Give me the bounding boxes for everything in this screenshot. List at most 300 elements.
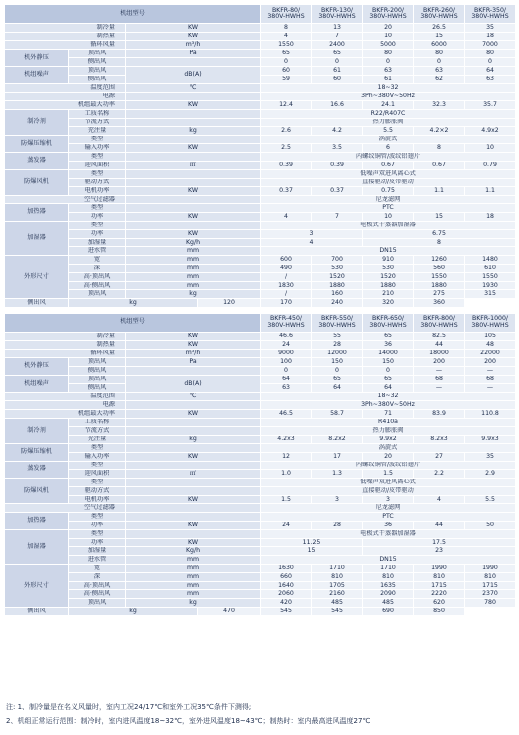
unit-label	[126, 58, 261, 67]
value-cell: 100	[261, 358, 312, 367]
unit-label: m³/h	[126, 349, 261, 358]
spec-row	[5, 187, 516, 196]
spanned-value: 电极式干蒸器加湿器	[261, 530, 516, 539]
spec-row	[5, 401, 516, 410]
sub-label: 加湿量	[69, 238, 126, 247]
spec-table-1	[4, 4, 516, 308]
spec-row	[5, 66, 516, 75]
spec-row	[5, 195, 516, 204]
row-label: 制热量	[5, 32, 126, 41]
value-cell: 82.5	[414, 332, 465, 341]
spec-row	[5, 247, 516, 256]
unit-label: mm	[126, 247, 261, 256]
value-cell: 620	[414, 599, 465, 608]
value-cell: 275	[414, 290, 465, 299]
spanned-value: 尼龙滤网	[261, 195, 516, 204]
value-cell: 1520	[363, 273, 414, 282]
value-cell: 2090	[363, 590, 414, 599]
split-value: 3	[261, 230, 363, 239]
model-name: BKFR-800/ 380V-HWHS	[414, 313, 465, 332]
value-cell: 2.9	[465, 470, 516, 479]
unit-label	[126, 427, 261, 436]
value-cell: —	[465, 366, 516, 375]
unit-label	[126, 487, 261, 496]
value-cell: 1480	[465, 256, 516, 265]
value-cell: 27	[414, 452, 465, 461]
unit-label	[126, 118, 261, 127]
row-label: 循环风量	[5, 349, 126, 358]
group-label: 机外静压	[5, 358, 69, 375]
value-cell: 360	[414, 299, 465, 308]
group-label: 制冷剂	[5, 109, 69, 135]
value-cell: 200	[414, 358, 465, 367]
unit-label: mm	[126, 590, 261, 599]
sub-label: 侧出风	[69, 384, 126, 393]
value-cell: 1930	[465, 281, 516, 290]
value-cell: 600	[261, 256, 312, 265]
sub-label: 工质名称	[69, 418, 126, 427]
row-label: 温度范围	[5, 392, 126, 401]
spanned-value: 18~32	[261, 392, 516, 401]
sub-label: 侧出风	[5, 607, 69, 616]
value-cell: 110.8	[465, 409, 516, 418]
value-cell: —	[414, 384, 465, 393]
spanned-value: 3Ph~380V~50Hz	[261, 401, 516, 410]
spec-row	[5, 135, 516, 144]
sub-label: 迎风面积	[69, 470, 126, 479]
split-value: 6.75	[363, 230, 516, 239]
sub-label: 侧出风	[69, 366, 126, 375]
value-cell: 150	[363, 358, 414, 367]
spanned-value: 内螺纹铜管/波纹铝翅片	[261, 152, 516, 161]
value-cell: 61	[363, 75, 414, 84]
value-cell: 3	[312, 495, 363, 504]
value-cell: 1715	[414, 581, 465, 590]
model-header-label: 机组型号	[5, 5, 261, 24]
value-cell: 4	[414, 495, 465, 504]
value-cell: 545	[261, 607, 312, 616]
model-name: BKFR-200/ 380V-HWHS	[363, 5, 414, 24]
sub-label: 电机功率	[69, 187, 126, 196]
spec-row	[5, 581, 516, 590]
unit-label: Kg/h	[126, 238, 261, 247]
unit-label	[126, 401, 261, 410]
value-cell: 60	[261, 66, 312, 75]
value-cell: 1990	[414, 564, 465, 573]
spec-row	[5, 452, 516, 461]
value-cell: 24.1	[363, 101, 414, 110]
value-cell: 1635	[363, 581, 414, 590]
sub-label: 类型	[69, 221, 126, 230]
sub-label: 顶出风	[69, 375, 126, 384]
value-cell: 9000	[261, 349, 312, 358]
value-cell: 2.6	[261, 127, 312, 136]
unit-label: KW	[126, 101, 261, 110]
value-cell: 7	[312, 213, 363, 222]
spec-row	[5, 495, 516, 504]
unit-label: m³/h	[126, 41, 261, 50]
sub-label: 类型	[69, 461, 126, 470]
value-cell: 320	[363, 299, 414, 308]
value-cell: 9.9x3	[465, 435, 516, 444]
value-cell: 150	[312, 358, 363, 367]
value-cell: 2060	[261, 590, 312, 599]
value-cell: 0	[363, 58, 414, 67]
value-cell: 65	[312, 49, 363, 58]
value-cell: 14000	[363, 349, 414, 358]
sub-label: 侧出风	[69, 75, 126, 84]
sub-label: 类型	[69, 444, 126, 453]
spanned-value: PTC	[261, 513, 516, 522]
unit-label: ㎡	[126, 470, 261, 479]
sub-label: 工质名称	[69, 109, 126, 118]
unit-label: Pa	[126, 358, 261, 367]
value-cell: 18	[465, 32, 516, 41]
value-cell: 7	[312, 32, 363, 41]
value-cell: 160	[312, 290, 363, 299]
unit-label: Kg/h	[126, 547, 261, 556]
value-cell: 2220	[414, 590, 465, 599]
sub-label: 顶出风	[69, 358, 126, 367]
unit-label	[126, 366, 261, 375]
value-cell: 0	[312, 58, 363, 67]
value-cell: 1.5	[363, 470, 414, 479]
value-cell: 48	[465, 341, 516, 350]
unit-label	[126, 418, 261, 427]
unit-label: ℃	[126, 84, 261, 93]
value-cell: 4	[261, 32, 312, 41]
value-cell: —	[414, 366, 465, 375]
spec-row	[5, 556, 516, 565]
value-cell: 18	[465, 213, 516, 222]
value-cell: 1630	[261, 564, 312, 573]
group-label: 外形尺寸	[5, 564, 69, 607]
spec-row	[5, 504, 516, 513]
sub-label: 输入功率	[69, 452, 126, 461]
value-cell: 68	[414, 375, 465, 384]
spec-row	[5, 101, 516, 110]
header-row	[5, 5, 516, 24]
value-cell: 560	[414, 264, 465, 273]
group-label: 机外静压	[5, 49, 69, 66]
value-cell: 485	[363, 599, 414, 608]
unit-label	[126, 178, 261, 187]
value-cell: —	[465, 384, 516, 393]
unit-label: mm	[126, 273, 261, 282]
value-cell: 1990	[465, 564, 516, 573]
group-label: 防爆压缩机	[5, 135, 69, 152]
sub-label: 类型	[69, 513, 126, 522]
unit-label: KW	[126, 187, 261, 196]
spec-row	[5, 221, 516, 230]
unit-label	[126, 478, 261, 487]
group-label: 加热器	[5, 204, 69, 221]
value-cell: /	[261, 273, 312, 282]
value-cell: /	[261, 290, 312, 299]
value-cell: 0	[414, 58, 465, 67]
value-cell: 0.39	[312, 161, 363, 170]
unit-label: KW	[126, 24, 261, 33]
spec-row	[5, 264, 516, 273]
spec-row	[5, 461, 516, 470]
spanned-value: 涡旋式	[261, 135, 516, 144]
unit-label: dB(A)	[126, 375, 261, 392]
sub-label: 类型	[69, 204, 126, 213]
model-name: BKFR-1000/ 380V-HWHS	[465, 313, 516, 332]
value-cell: 170	[261, 299, 312, 308]
spec-row	[5, 204, 516, 213]
value-cell: 0	[261, 366, 312, 375]
unit-label: KW	[126, 452, 261, 461]
unit-label: mm	[126, 573, 261, 582]
group-label: 蒸发器	[5, 152, 69, 169]
sub-label: 类型	[69, 170, 126, 179]
sub-label: 节流方式	[69, 427, 126, 436]
sub-label: 高·侧出风	[69, 590, 126, 599]
spec-row	[5, 530, 516, 539]
value-cell: 63	[465, 75, 516, 84]
unit-label: KW	[126, 538, 261, 547]
value-cell: 24	[261, 521, 312, 530]
value-cell: 63	[363, 66, 414, 75]
value-cell: 2.5	[261, 144, 312, 153]
value-cell: 780	[465, 599, 516, 608]
spanned-value: 低噪声双进风离心式	[261, 478, 516, 487]
spec-row	[5, 547, 516, 556]
value-cell: 3	[363, 495, 414, 504]
value-cell: 65	[312, 375, 363, 384]
model-name: BKFR-550/ 380V-HWHS	[312, 313, 363, 332]
value-cell: 1705	[312, 581, 363, 590]
sub-label: 侧出风	[69, 58, 126, 67]
unit-label	[126, 135, 261, 144]
value-cell: 7000	[465, 41, 516, 50]
spanned-value: 低噪声双进风离心式	[261, 170, 516, 179]
spec-row	[5, 607, 516, 616]
value-cell: 810	[414, 573, 465, 582]
value-cell: 64	[261, 375, 312, 384]
unit-label: KW	[126, 144, 261, 153]
unit-label: KW	[126, 409, 261, 418]
value-cell: 660	[261, 573, 312, 582]
spanned-value: DN15	[261, 556, 516, 565]
unit-label: mm	[126, 581, 261, 590]
spec-row	[5, 349, 516, 358]
value-cell: 80	[363, 49, 414, 58]
value-cell: 55	[312, 332, 363, 341]
unit-label	[126, 92, 261, 101]
value-cell: 810	[312, 573, 363, 582]
value-cell: 810	[363, 573, 414, 582]
value-cell: 4.2×2	[414, 127, 465, 136]
value-cell: 1715	[465, 581, 516, 590]
spanned-value: 尼龙滤网	[261, 504, 516, 513]
spec-row	[5, 358, 516, 367]
sub-label: 顶出风	[69, 599, 126, 608]
value-cell: 210	[363, 290, 414, 299]
spec-row	[5, 161, 516, 170]
value-cell: 1260	[414, 256, 465, 265]
value-cell: 0.67	[414, 161, 465, 170]
spanned-value: 18~32	[261, 84, 516, 93]
value-cell: 0	[465, 58, 516, 67]
spec-row	[5, 273, 516, 282]
value-cell: 20	[363, 24, 414, 33]
value-cell: 0	[312, 366, 363, 375]
spec-row	[5, 41, 516, 50]
unit-label: KW	[126, 332, 261, 341]
value-cell: 200	[465, 358, 516, 367]
value-cell: 60	[312, 75, 363, 84]
spec-row	[5, 332, 516, 341]
spec-row	[5, 521, 516, 530]
value-cell: 13	[312, 24, 363, 33]
group-label: 防爆风机	[5, 170, 69, 196]
value-cell: 530	[363, 264, 414, 273]
value-cell: 35	[465, 24, 516, 33]
group-label: 防爆风机	[5, 478, 69, 504]
value-cell: 1710	[312, 564, 363, 573]
sub-label: 高·顶出风	[69, 581, 126, 590]
unit-label: KW	[126, 32, 261, 41]
value-cell: 35	[465, 452, 516, 461]
value-cell: 44	[414, 341, 465, 350]
spec-row	[5, 590, 516, 599]
sub-label: 功率	[69, 521, 126, 530]
value-cell: 5000	[363, 41, 414, 50]
sub-label: 宽	[69, 564, 126, 573]
value-cell: 50	[465, 521, 516, 530]
spanned-value: 电极式干蒸器加湿器	[261, 221, 516, 230]
unit-label	[126, 461, 261, 470]
unit-label: KW	[126, 495, 261, 504]
spec-row	[5, 92, 516, 101]
value-cell: 0	[363, 366, 414, 375]
sub-label: 高·侧出风	[69, 281, 126, 290]
value-cell: 63	[414, 66, 465, 75]
value-cell: 490	[261, 264, 312, 273]
group-label: 机组噪声	[5, 375, 69, 392]
header-row	[5, 313, 516, 332]
sub-label: 充注量	[69, 435, 126, 444]
spec-row	[5, 375, 516, 384]
spec-row	[5, 24, 516, 33]
spec-row	[5, 299, 516, 308]
value-cell: 15	[414, 213, 465, 222]
value-cell: 1.3	[312, 470, 363, 479]
value-cell: 9.9x2	[363, 435, 414, 444]
split-value: 8	[363, 238, 516, 247]
value-cell: 1830	[261, 281, 312, 290]
sub-label: 顶出风	[69, 49, 126, 58]
unit-label: KW	[126, 341, 261, 350]
sub-label: 深	[69, 264, 126, 273]
value-cell: 120	[198, 299, 261, 308]
unit-label: kg	[69, 299, 198, 308]
spec-row	[5, 366, 516, 375]
model-header-label: 机组型号	[5, 313, 261, 332]
unit-label: ℃	[126, 392, 261, 401]
spanned-value: 涡旋式	[261, 444, 516, 453]
spec-row	[5, 409, 516, 418]
value-cell: 59	[261, 75, 312, 84]
sub-label: 功率	[69, 230, 126, 239]
value-cell: 64	[465, 66, 516, 75]
spec-row	[5, 384, 516, 393]
value-cell: 1880	[363, 281, 414, 290]
unit-label	[126, 204, 261, 213]
row-label: 机组最大功率	[5, 101, 126, 110]
group-label: 外形尺寸	[5, 256, 69, 299]
spec-row	[5, 230, 516, 239]
unit-label: KW	[126, 213, 261, 222]
value-cell: 1880	[312, 281, 363, 290]
value-cell: 32.3	[414, 101, 465, 110]
spec-row	[5, 392, 516, 401]
sub-label: 功率	[69, 213, 126, 222]
sub-label: 类型	[69, 478, 126, 487]
value-cell: 10	[363, 32, 414, 41]
value-cell: 2160	[312, 590, 363, 599]
sub-label: 宽	[69, 256, 126, 265]
spanned-value: 热力膨胀阀	[261, 427, 516, 436]
group-label: 加湿器	[5, 221, 69, 255]
value-cell: 28	[312, 341, 363, 350]
model-name: BKFR-130/ 380V-HWHS	[312, 5, 363, 24]
unit-label	[126, 513, 261, 522]
unit-label: mm	[126, 281, 261, 290]
value-cell: 2.2	[414, 470, 465, 479]
unit-label	[126, 221, 261, 230]
unit-label	[126, 530, 261, 539]
spec-row	[5, 32, 516, 41]
unit-label	[126, 195, 261, 204]
row-label: 温度范围	[5, 84, 126, 93]
spec-row	[5, 281, 516, 290]
spec-row	[5, 427, 516, 436]
model-name: BKFR-80/ 380V-HWHS	[261, 5, 312, 24]
model-name: BKFR-450/ 380V-HWHS	[261, 313, 312, 332]
value-cell: 5.5	[465, 495, 516, 504]
value-cell: 3.5	[312, 144, 363, 153]
sub-label: 顶出风	[69, 290, 126, 299]
value-cell: 17	[312, 452, 363, 461]
spec-row	[5, 290, 516, 299]
value-cell: 28	[312, 521, 363, 530]
value-cell: 71	[363, 409, 414, 418]
value-cell: 22000	[465, 349, 516, 358]
spec-row	[5, 238, 516, 247]
sub-label: 输入功率	[69, 144, 126, 153]
spec-row	[5, 213, 516, 222]
value-cell: 1550	[465, 273, 516, 282]
unit-label	[126, 170, 261, 179]
spec-table-1-body	[5, 5, 516, 308]
value-cell: 6000	[414, 41, 465, 50]
spanned-value: 直接驱动/皮带驱动	[261, 487, 516, 496]
value-cell: 690	[363, 607, 414, 616]
spec-row	[5, 513, 516, 522]
spec-row	[5, 470, 516, 479]
value-cell: 65	[363, 375, 414, 384]
value-cell: 62	[414, 75, 465, 84]
value-cell: 44	[414, 521, 465, 530]
value-cell: 0	[261, 58, 312, 67]
spec-row	[5, 435, 516, 444]
value-cell: 1550	[414, 273, 465, 282]
spec-row	[5, 599, 516, 608]
spec-table-2-body	[5, 313, 516, 616]
